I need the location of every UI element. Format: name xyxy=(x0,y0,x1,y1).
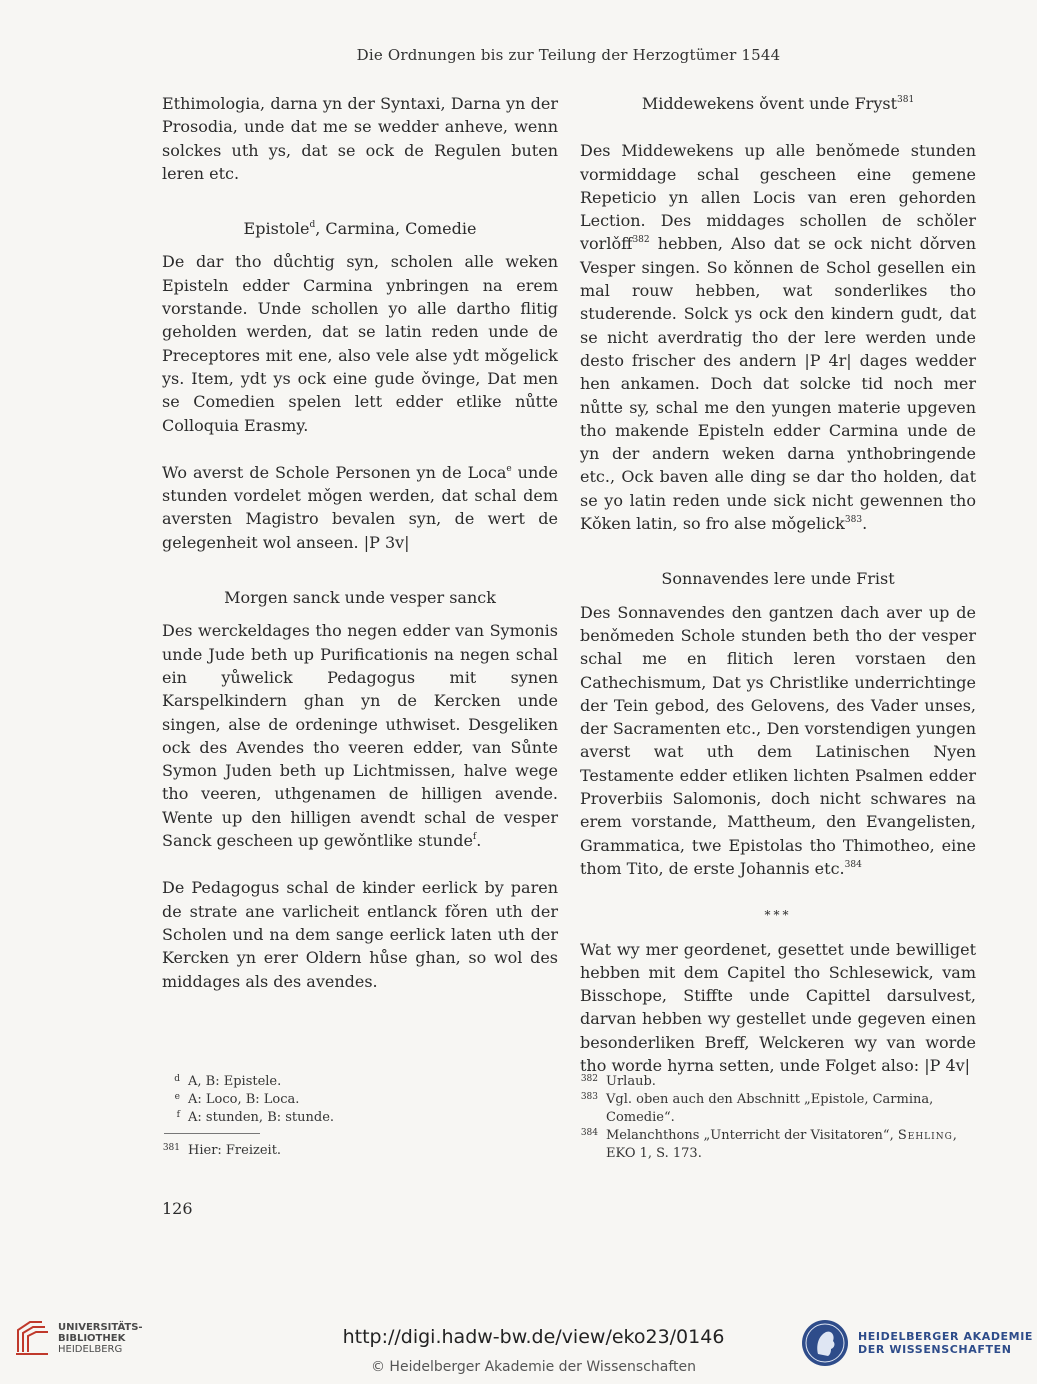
right-column xyxy=(580,92,976,1077)
section-heading: Epistole$^d$, Carmina, Comedie xyxy=(243,219,477,239)
paragraph: Des Sonnavendes den gantzen dach aver up de benǒmeden Schole stunden beth tho der vesper schal me en flitich leren vorstaen den Cathechismum, Dat ys Christlike underrichtinge der Tein gebod, des Gelovens, des Vader unses, der Sacramenten etc., Den vorstendigen yungen averst wat uth dem Latinischen Nyen Testamente edder etliken lichten Psalmen edder Proverbiis Salomonis, doch nicht schwares na erem vorstande, Mattheum, den Evangelisten, Grammatica, twe Epistolas tho Thimotheo, eine thom Tito, de erste Johannis etc.$^{384}$ xyxy=(580,602,976,878)
footnotes-commentary xyxy=(162,1142,542,1160)
footnotes-apparatus xyxy=(162,1073,542,1127)
footnote: e A: Loco, B: Loca. xyxy=(174,1092,300,1107)
section-heading: Sonnavendes lere unde Frist xyxy=(661,569,895,589)
paragraph: Wo averst de Schole Personen yn de Loca$^e$ unde stunden vordelet mǒgen werden, dat schal dem aversten Magistro bevalen syn, de wert de gelegenheit wol anseen. |P 3v| xyxy=(162,462,559,552)
library-name: UNIVERSITÄTS- BIBLIOTHEK HEIDELBERG xyxy=(58,1321,143,1355)
paragraph: De dar tho důchtig syn, scholen alle weken Episteln edder Carmina ynbringen na erem vorstande. Unde schollen yo alle dartho flitig geholden werden, dat se latin reden unde de Preceptores mit ene, also vele alse ydt mǒgelick ys. Item, ydt ys ock eine gude ǒvinge, Dat men se Comedien spelen lett edder etlike nůtte Colloquia Erasmy. xyxy=(162,252,558,435)
left-column xyxy=(162,92,558,993)
academy-name: HEIDELBERGER AKADEMIE DER WISSENSCHAFTEN xyxy=(858,1330,1034,1356)
section-heading: Morgen sanck unde vesper sanck xyxy=(224,588,496,608)
footnotes-commentary-right xyxy=(580,1073,974,1163)
section-separator: *** xyxy=(764,908,792,923)
footnote: 383 Vgl. oben auch den Abschnitt „Epistole, Carmina, Comedie“. xyxy=(580,1092,934,1125)
running-head: Die Ordnungen bis zur Teilung der Herzogtümer 1544 xyxy=(356,46,781,64)
paragraph: De Pedagogus schal de kinder eerlick by paren de strate ane varlicheit entlanck fǒren uth der Scholen und na dem sange eerlick laten uth der Kercken yn erer Oldern hůse ghan, so wol des middages als des avendes. xyxy=(162,878,558,991)
footnote: 382 Urlaub. xyxy=(580,1074,656,1089)
permalink-url[interactable]: http://digi.hadw-bw.de/view/eko23/0146 xyxy=(342,1326,725,1348)
paragraph: Des werckeldages tho negen edder van Symonis unde Jude beth up Purificationis na negen schal ein yůwelick Pedagogus mit synen Karspelkindern ghan yn de Kercken unde singen, alse de ordeninge uthwiset. Desgeliken ock des Avendes tho veeren edder, van Sůnte Symon Juden beth up Lichtmissen, halve wege tho veeren, uthgenamen de hilligen avende. Wente up den hilligen avendt schal de vesper Sanck gescheen up gewǒntlike stunde$^f$. xyxy=(162,621,558,851)
page-number: 126 xyxy=(162,1199,193,1218)
academy-logo[interactable] xyxy=(800,1318,1033,1368)
section-heading: Middewekens ǒvent unde Fryst$^{381}$ xyxy=(641,94,915,113)
footnote-divider xyxy=(164,1133,260,1134)
paragraph: Des Middewekens up alle benǒmede stunden vormiddage schal gescheen eine gemene Repeticio yn allen Locis van eren gehorden Lection. Des middages schollen de schǒler vorlǒff$^{382}$ hebben, Also dat se ock nicht dǒrven Vesper singen. So kǒnnen de Schol gesellen ein mal rouw hebben, wat sonderlikes tho studerende. Solck ys ock den kindern gudt, dat se nicht averdratig tho der lere werden unde desto frischer des andern |P 4r| dages wedder hen ankamen. Doch dat solcke tid noch mer nůtte sy, schal me den yungen materie upgeven tho makende Episteln edder Carmina unde de yn der andern weken darna ynthobringende etc., Ock baven alle ding se dar tho holden, dat se yo latin reden unde sick nicht gewennen tho Kǒken latin, so fro alse mǒgelick$^{383}$. xyxy=(580,141,976,534)
paragraph: Ethimologia, darna yn der Syntaxi, Darna yn der Prosodia, unde dat me se wedder anheve, wenn solckes uth ys, dat se ock de Regulen buten leren etc. xyxy=(162,94,558,183)
paragraph: Wat wy mer geordenet, gesettet unde bewilliget hebben mit dem Capitel tho Schlesewick, vam Bisschope, Stiffte unde Capittel darsulvest, darvan hebben wy gestellet unde gegeven einen besonderliken Breff, Welckeren wy van worde tho worde hyrna setten, unde Folget also: |P 4v| xyxy=(580,939,976,1075)
footnote: 381 Hier: Freizeit. xyxy=(162,1143,282,1158)
copyright-notice: © Heidelberger Akademie der Wissenschaften xyxy=(370,1359,696,1375)
footnote: 384 Melanchthons „Unterricht der Visitatoren“, Sehling, EKO 1, S. 173. xyxy=(580,1128,957,1161)
footnote: d A, B: Epistele. xyxy=(174,1074,282,1089)
footnote: f A: stunden, B: stunde. xyxy=(176,1110,335,1125)
academy-medallion-icon xyxy=(800,1318,850,1368)
